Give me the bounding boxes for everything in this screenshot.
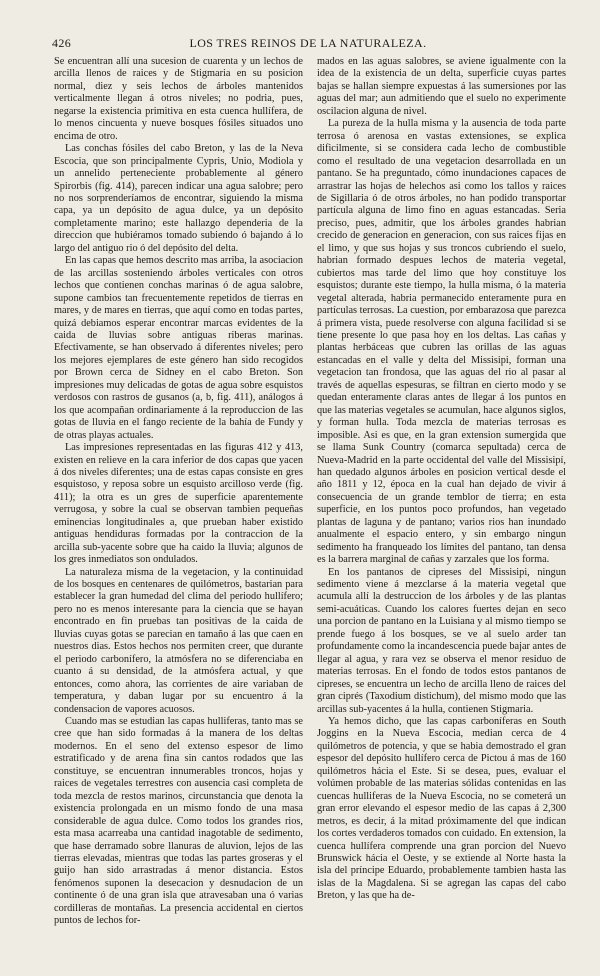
paragraph: En los pantanos de cipreses del Missisipi, ningun sedimento viene á mezclarse á la materia vegetal que acumula allí la destruccion de los árboles y de las plantas semi-acuáticas. Cuando los calores fuertes dejan en seco una porcion de pantano en la Luisiana y al mismo tiempo se prende fuego á los bosques, se ve al suelo arder tan profundamente como la incandescencia puede bajar antes de llegar al agua, y rara vez se observa el menor residuo de materias terrosas. En el fondo de todos estos pantanos de cipreses, se encuentra un lecho de arcilla lleno de raices del gran ciprés (Taxodium distichum), del mismo modo que las arcillas sub-yacentes á la hulla, contienen Stigmaria. <box>317 566 567 715</box>
paragraph: La pureza de la hulla misma y la ausencia de toda parte terrosa ó arenosa en vastas extensiones, se explica dificilmente, si se considera cada lecho de combustible como el resultado de una vegetacion desarrollada en un pantano. Se ha preguntado, cómo inundaciones capaces de arrastrar las hojas de helechos asi como los tallos y raices de Sigillaria ó de otros árboles, no han podido transportar partícula alguna de limo fino en aguas estancadas. Seria preciso, pues, admitir, que los árboles grandes habrian crecido de generacion en generacion, con sus raices fijas en el limo, y que sus hojas y sus troncos cubriendo el suelo, habrian formado despues lechos de materia vegetal, cubiertos mas tarde del limo que hoy constituye los esquistos; durante este tiempo, la hulla misma, ó la materia vegetal alterada, habria permanecido enteramente pura en partículas terrosas. La cuestion, por embarazosa que parezca á primera vista, puede resolverse con alguna facilidad si se tiene presente lo que pasa hoy en los deltas. Las cañas y plantas herbáceas que cubren las orillas de las aguas estancadas en el valle y delta del Missisipi, forman una vegetacion tan frondosa, que las aguas del rio al pasar al través de aquellas espesuras, se filtran en cierto modo y se quedan enteramente claras antes de llegar á los puntos en que las materias vegetales se acumulan, hace algunos siglos, y forman hulla. Toda mezcla de materias terrosas es imposible. Asi es que, en la gran extension sumergida que se llama Sunk Country (comarca sepultada) cerca de Nueva-Madrid en la parte occidental del valle del Missisipí, han quedado algunos árboles en posicion vertical desde el año 1811 y 12, época en la cual han dejado de vivir á consecuencia de un grande temblor de tierra; en esta superficie, en los puntos poco profundos, han vegetado plantas de laguna y de pantano; varios rios han inundado anualmente el espacio entero, y sin embargo ningun sedimento ha franqueado los límites del pantano, tan densa es la barrera marginal de cañas y zarzales que los forma. <box>317 118 567 566</box>
paragraph: Ya hemos dicho, que las capas carboníferas en South Joggins en la Nueva Escocia, median cerca de 4 quilómetros de potencia, y que se habia demostrado el gran espesor del depósito hullífero cerca de Pictou á mas de 160 quilómetros hácia el Este. Si se desea, pues, evaluar el volúmen probable de las materias sólidas contenidas en las cuencas hulliferas de la Nueva Escocia, no se cometerá un gran error elevando el espesor medio de las capas á 2,300 metros, es decir, á la mitad próximamente del que indican los cortes verdaderos tomados con cuidado. En extension, la cuenca hullífera comprende una gran porcion del Nuevo Brunswick hácia el Oeste, y se extiende al Norte hasta la isla del príncipe Eduardo, probablemente tambien hasta las islas de la Magdalena. Si se agregan las capas del cabo Breton, y las que ha de- <box>317 716 566 902</box>
running-header <box>52 36 564 54</box>
page-number: 426 <box>52 36 72 50</box>
paragraph: mados en las aguas salobres, se aviene igualmente con la idea de la existencia de un delta, superficie cuyas partes bajas se hallan siempre expuestas á las sumersiones por las aguas del mar; aun admitiendo que el suelo no experimente oscilacion alguna de nivel. <box>317 56 566 117</box>
left-column <box>54 56 303 952</box>
paragraph: Las impresiones representadas en las figuras 412 y 413, existen en relieve en la cara inferior de dos capas que yacen á dos niveles diferentes; una de estas capas consiste en gres esquistoso, y reposa sobre un esquisto arcilloso verde (fig. 411); la otra es un gres de superficie aparentemente verrugosa, y sobre la cual se observan tambien pequeñas eminencias longitudinales a, que prueban haber existido antiguas hendiduras formadas por la contraccion de la arcilla sub-yacente sobre que ha caido la lluvia; algunos de los gres inmediatos son ondulados. <box>54 442 303 566</box>
paragraph: En las capas que hemos descrito mas arriba, la asociacion de las arcillas sosteniendo árboles verticales con otros lechos que contienen conchas marinas ó de agua salobre, supone cambios tan frecuentemente repetidos de tierras en mares, y de mares en tierras, que aquí como en todas partes, quizá debiamos esperar encontrar marcas evidentes de la caida de lluvias sobre antiguas riberas marinas. Efectivamente, se han observado á diferentes niveles; pero los mejores ejemplares de este género han sido recogidos por Brown cerca de Sidney en el cabo Breton. Son impresiones muy delicadas de gotas de agua sobre esquistos verdosos con rastros de gusanos (a, b, fig. 411), análogos á los que acompañan ordinariamente á la reproduccion de las gotas de lluvia en el fango reciente de la bahía de Fundy y de otras playas actuales. <box>54 255 303 441</box>
running-title: LOS TRES REINOS DE LA NATURALEZA. <box>189 36 427 50</box>
text-columns <box>54 56 566 952</box>
paragraph: Se encuentran allí una sucesion de cuarenta y un lechos de arcilla llenos de raices y de Stigmaria en su posicion normal, diez y seis lechos de árboles mantenidos verticalmente llegan á otros niveles; no podria, pues, negarse la existencia primitiva en esta cuenca hullífera, de lo menos cincuenta y nueve bosques fósiles situados uno encima de otro. <box>54 56 303 142</box>
paragraph: Las conchas fósiles del cabo Breton, y las de la Neva Escocia, que son principalmente Cypris, Unio, Modiola y un annelido perteneciente probablemente al género Spirorbis (fig. 414), parecen indicar una agua salobre; pero no nos sorprenderíamos de encontrar, siguiendo la misma capa, ya un depósito de agua dulce, ya un depósito completamente marino; este hallazgo dependeria de la direccion que hubiéramos tomado subiendo ó bajando á lo largo del antiguo rio ó del depósito del delta. <box>54 143 303 254</box>
paragraph: La naturaleza misma de la vegetacion, y la continuidad de los bosques en centenares de quilómetros, bastarian para establecer la gran humedad del clima del periodo hullífero; pero no es menos interesante para la ciencia que se hayan encontrado en fin pruebas tan positivas de la caida de lluvias cuyas gotas se parecian en tamaño á las que caen en nuestros dias. Estos hechos nos permiten creer, que durante el periodo carbonífero, la atmósfera no se diferenciaba en cuanto á su densidad, de la atmósfera actual, y que entonces, como ahora, las corrientes de aire variaban de temperatura, y daban lugar por su encuentro á la condensacion de vapores acuosos. <box>54 566 303 715</box>
paragraph: Cuando mas se estudian las capas hulliferas, tanto mas se cree que han sido formadas á la manera de los deltas modernos. En el seno del extenso espesor de limo estratificado y de arena fina sin cantos rodados que las constituye, se encuentran innumerables troncos, hojas y raices de vegetales terrestres con ausencia casi completa de toda mezcla de restos marinos, circunstancia que denota la existencia prolongada en un mismo fondo de una masa considerable de agua dulce. Como todos los grandes rios, esta masa acarreaba una cantidad inagotable de sedimento, que hase derramado sobre llanuras de aluvion, lejos de las tierras elevadas, mientras que todas las partes groseras y el guijo han sido arrastradas á menor distancia. Estos fenómenos suponen la desecacion y desnudacion de un continente ó de una gran isla que atravesaban una ó varias cordilleras de montañas. La presencia accidental en ciertos puntos de lechos for- <box>54 716 303 927</box>
right-column <box>317 56 566 952</box>
